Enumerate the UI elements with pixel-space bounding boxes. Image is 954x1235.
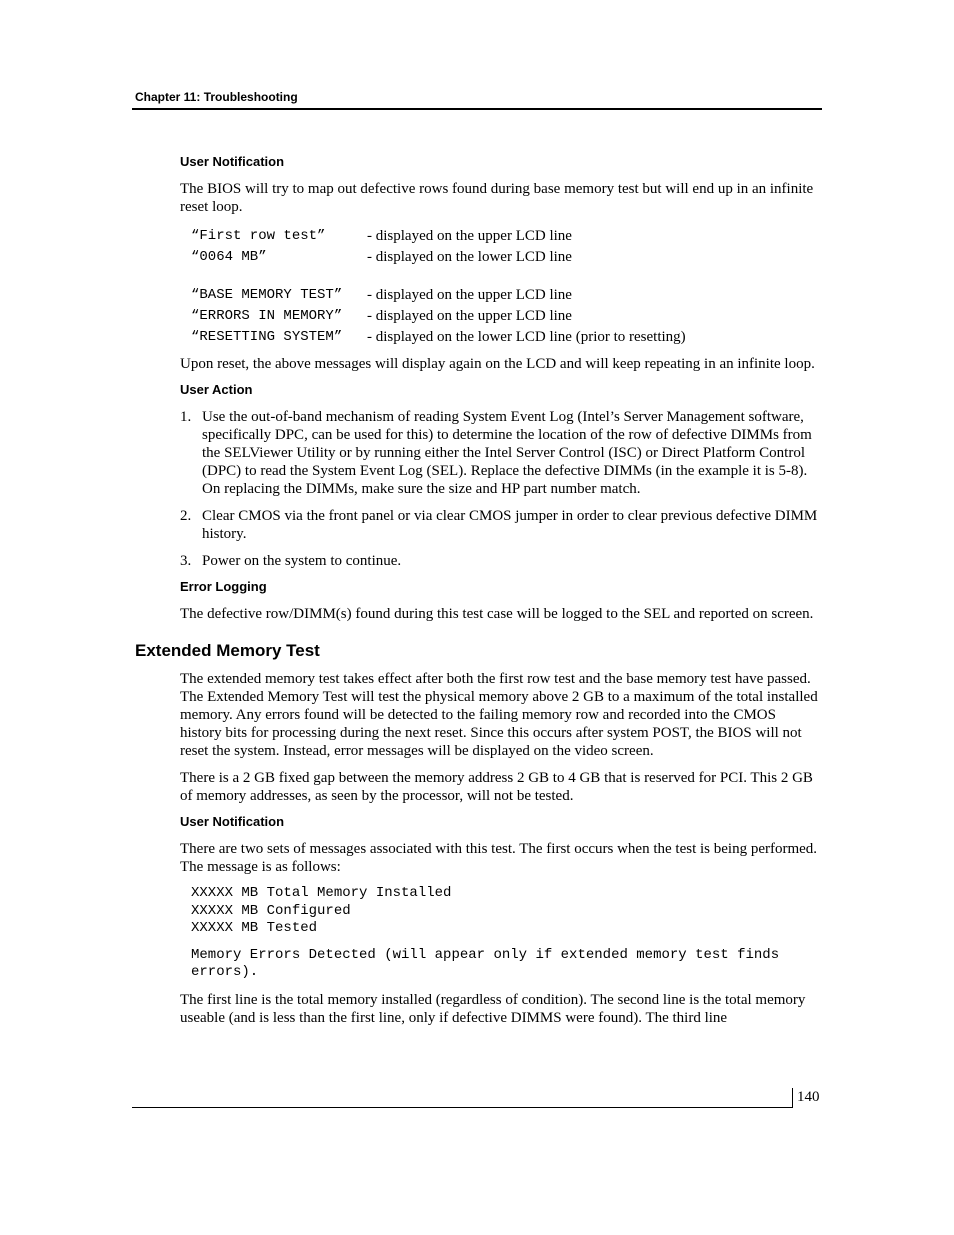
paragraph: Upon reset, the above messages will display again on the LCD and will keep repeating in an infinite loop. [180, 356, 815, 372]
paragraph: The defective row/DIMM(s) found during this test case will be logged to the SEL and reported on screen. [180, 606, 814, 622]
page-number: 140 [797, 1089, 820, 1105]
lcd-message-code: “ERRORS IN MEMORY” [191, 307, 343, 324]
user-notification-heading: User Notification [180, 814, 285, 829]
list-item-text: Clear CMOS via the front panel or via clear CMOS jumper in order to clear previous defective DIMM history. [202, 508, 818, 542]
list-item [180, 507, 820, 543]
paragraph: There is a 2 GB fixed gap between the memory address 2 GB to 4 GB that is reserved for PCI. This 2 GB of memory addresses, as seen by the processor, will not be tested. [180, 770, 813, 804]
paragraph: The first line is the total memory installed (regardless of condition). The second line is the total memory useable (and is less than the first line, only if defective DIMMS were found). The third line [180, 991, 806, 1026]
code-block: Memory Errors Detected (will appear only if extended memory test finds errors). [191, 946, 788, 980]
list-number: 3. [180, 553, 192, 569]
list-number: 2. [180, 508, 192, 524]
list-number: 1. [180, 409, 192, 425]
lcd-message-description: - displayed on the lower LCD line [367, 248, 572, 265]
lcd-message-description: - displayed on the upper LCD line [367, 286, 572, 303]
lcd-message-row [180, 225, 820, 246]
header-rule [132, 108, 822, 110]
list-item-text: Power on the system to continue. [202, 553, 402, 569]
footer-divider [792, 1088, 793, 1108]
lcd-message-row [180, 284, 820, 305]
list-item [180, 552, 820, 570]
lcd-message-description: - displayed on the lower LCD line (prior to resetting) [367, 328, 686, 345]
page-content [135, 154, 820, 1036]
section-heading: Extended Memory Test [135, 641, 320, 660]
error-logging-heading: Error Logging [180, 579, 267, 594]
list-item-text: Use the out-of-band mechanism of reading System Event Log (Intel’s Server Management software, specifically DPC, can be used for this) to determine the location of the row of defective DIMMs from the SELViewer Utility or by running either the Intel Server Control (ISC) or Direct Platform Control (DPC) to read the System Event Log (SEL). Replace the defective DIMMs (in the example it is 5-8). On replacing the DIMMs, make sure the size and HP part number match. [202, 409, 812, 497]
list-item [180, 408, 820, 498]
paragraph: The extended memory test takes effect after both the first row test and the base memory test have passed. The Extended Memory Test will test the physical memory above 2 GB to a maximum of the total installed memory. Any errors found will be detected to the failing memory row and recorded into the CMOS history bits for processing during the next reset. Since this occurs after system POST, the BIOS will not reset the system. Instead, error messages will be displayed on the video screen. [180, 671, 818, 759]
footer-rule [132, 1107, 793, 1108]
lcd-message-description: - displayed on the upper LCD line [367, 227, 572, 244]
lcd-message-description: - displayed on the upper LCD line [367, 307, 572, 324]
code-block: XXXXX MB Total Memory Installed XXXXX MB Configured XXXXX MB Tested [191, 885, 452, 936]
spacer [180, 267, 820, 284]
user-action-heading: User Action [180, 382, 253, 397]
lcd-message-code: “BASE MEMORY TEST” [191, 286, 343, 303]
running-header: Chapter 11: Troubleshooting [135, 90, 298, 104]
lcd-message-code: “First row test” [191, 227, 326, 244]
lcd-message-row [180, 305, 820, 326]
lcd-message-code: “0064 MB” [191, 248, 267, 265]
lcd-message-code: “RESETTING SYSTEM” [191, 328, 343, 345]
paragraph: There are two sets of messages associated with this test. The first occurs when the test is being performed. The message is as follows: [180, 841, 818, 875]
action-list [180, 408, 820, 570]
lcd-message-row [180, 246, 820, 267]
lcd-message-row [180, 326, 820, 347]
paragraph: The BIOS will try to map out defective rows found during base memory test but will end up in an infinite reset loop. [180, 181, 814, 215]
lcd-message-list [180, 225, 820, 347]
user-notification-heading: User Notification [180, 154, 285, 169]
